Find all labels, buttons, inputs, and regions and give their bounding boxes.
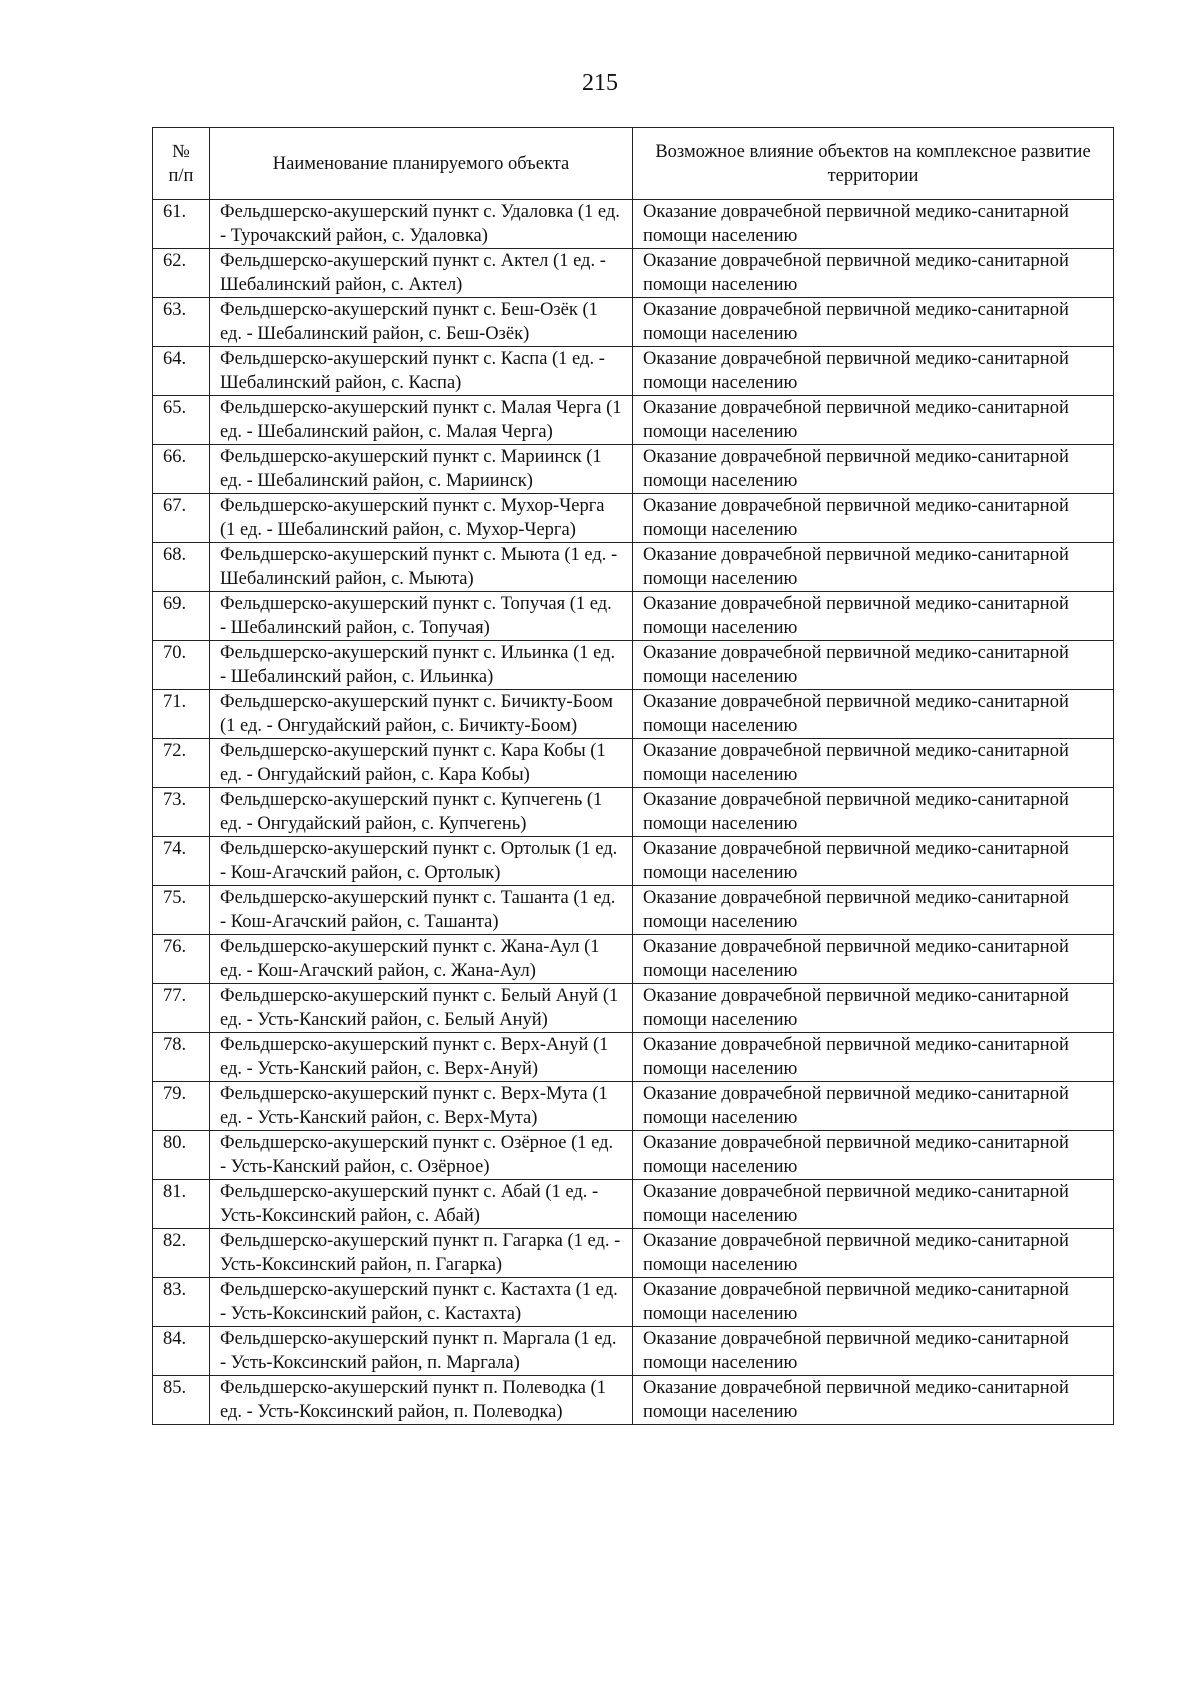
object-impact: Оказание доврачебной первичной медико-санитарной помощи населению (633, 1229, 1114, 1278)
object-impact: Оказание доврачебной первичной медико-санитарной помощи населению (633, 1131, 1114, 1180)
row-number: 68. (153, 543, 210, 592)
table-row (153, 592, 1114, 641)
row-number: 69. (153, 592, 210, 641)
object-name: Фельдшерско-акушерский пункт с. Купчегень (1 ед. - Онгудайский район, с. Купчегень) (210, 788, 633, 837)
table-row (153, 1180, 1114, 1229)
row-number: 64. (153, 347, 210, 396)
object-name: Фельдшерско-акушерский пункт с. Мухор-Черга (1 ед. - Шебалинский район, с. Мухор-Черга) (210, 494, 633, 543)
object-impact: Оказание доврачебной первичной медико-санитарной помощи населению (633, 886, 1114, 935)
object-name: Фельдшерско-акушерский пункт п. Гагарка (1 ед. - Усть-Коксинский район, п. Гагарка) (210, 1229, 633, 1278)
row-number: 61. (153, 200, 210, 249)
object-name: Фельдшерско-акушерский пункт с. Кара Кобы (1 ед. - Онгудайский район, с. Кара Кобы) (210, 739, 633, 788)
row-number: 71. (153, 690, 210, 739)
page-number: 215 (582, 70, 618, 96)
object-impact: Оказание доврачебной первичной медико-санитарной помощи населению (633, 347, 1114, 396)
table-row (153, 1278, 1114, 1327)
object-name: Фельдшерско-акушерский пункт с. Ташанта (1 ед. - Кош-Агачский район, с. Ташанта) (210, 886, 633, 935)
object-impact: Оказание доврачебной первичной медико-санитарной помощи населению (633, 1180, 1114, 1229)
object-impact: Оказание доврачебной первичной медико-санитарной помощи населению (633, 935, 1114, 984)
row-number: 78. (153, 1033, 210, 1082)
table-row (153, 1131, 1114, 1180)
object-impact: Оказание доврачебной первичной медико-санитарной помощи населению (633, 249, 1114, 298)
object-name: Фельдшерско-акушерский пункт с. Каспа (1 ед. - Шебалинский район, с. Каспа) (210, 347, 633, 396)
row-number: 77. (153, 984, 210, 1033)
object-name: Фельдшерско-акушерский пункт с. Бичикту-Боом (1 ед. - Онгудайский район, с. Бичикту-Боом) (210, 690, 633, 739)
table-row (153, 690, 1114, 739)
row-number: 66. (153, 445, 210, 494)
object-impact: Оказание доврачебной первичной медико-санитарной помощи населению (633, 739, 1114, 788)
object-name: Фельдшерско-акушерский пункт с. Абай (1 ед. - Усть-Коксинский район, с. Абай) (210, 1180, 633, 1229)
objects-table (152, 127, 1114, 1425)
object-impact: Оказание доврачебной первичной медико-санитарной помощи населению (633, 1082, 1114, 1131)
object-impact: Оказание доврачебной первичной медико-санитарной помощи населению (633, 1278, 1114, 1327)
row-number: 65. (153, 396, 210, 445)
row-number: 76. (153, 935, 210, 984)
row-number: 72. (153, 739, 210, 788)
object-impact: Оказание доврачебной первичной медико-санитарной помощи населению (633, 788, 1114, 837)
table-row (153, 445, 1114, 494)
table-row (153, 494, 1114, 543)
object-impact: Оказание доврачебной первичной медико-санитарной помощи населению (633, 200, 1114, 249)
table-row (153, 1327, 1114, 1376)
object-name: Фельдшерско-акушерский пункт с. Мыюта (1 ед. - Шебалинский район, с. Мыюта) (210, 543, 633, 592)
row-number: 63. (153, 298, 210, 347)
table-row (153, 641, 1114, 690)
object-name: Фельдшерско-акушерский пункт с. Жана-Аул (1 ед. - Кош-Агачский район, с. Жана-Аул) (210, 935, 633, 984)
object-impact: Оказание доврачебной первичной медико-санитарной помощи населению (633, 445, 1114, 494)
object-impact: Оказание доврачебной первичной медико-санитарной помощи населению (633, 837, 1114, 886)
object-impact: Оказание доврачебной первичной медико-санитарной помощи населению (633, 494, 1114, 543)
object-name: Фельдшерско-акушерский пункт с. Малая Черга (1 ед. - Шебалинский район, с. Малая Черга) (210, 396, 633, 445)
table-row (153, 543, 1114, 592)
row-number: 74. (153, 837, 210, 886)
table-body (153, 200, 1114, 1425)
table-row (153, 788, 1114, 837)
table-row (153, 1229, 1114, 1278)
header-num: № п/п (153, 128, 210, 200)
object-name: Фельдшерско-акушерский пункт с. Ильинка (1 ед. - Шебалинский район, с. Ильинка) (210, 641, 633, 690)
table-row (153, 739, 1114, 788)
object-impact: Оказание доврачебной первичной медико-санитарной помощи населению (633, 1376, 1114, 1425)
table-row (153, 984, 1114, 1033)
object-impact: Оказание доврачебной первичной медико-санитарной помощи населению (633, 984, 1114, 1033)
table-row (153, 347, 1114, 396)
header-name: Наименование планируемого объекта (210, 128, 633, 200)
row-number: 79. (153, 1082, 210, 1131)
object-impact: Оказание доврачебной первичной медико-санитарной помощи населению (633, 1033, 1114, 1082)
object-impact: Оказание доврачебной первичной медико-санитарной помощи населению (633, 298, 1114, 347)
table-row (153, 1033, 1114, 1082)
table-row (153, 249, 1114, 298)
object-impact: Оказание доврачебной первичной медико-санитарной помощи населению (633, 641, 1114, 690)
object-name: Фельдшерско-акушерский пункт с. Кастахта (1 ед. - Усть-Коксинский район, с. Кастахта) (210, 1278, 633, 1327)
object-name: Фельдшерско-акушерский пункт с. Верх-Мута (1 ед. - Усть-Канский район, с. Верх-Мута) (210, 1082, 633, 1131)
table-header-row (153, 128, 1114, 200)
object-name: Фельдшерско-акушерский пункт с. Топучая (1 ед. - Шебалинский район, с. Топучая) (210, 592, 633, 641)
object-name: Фельдшерско-акушерский пункт с. Мариинск (1 ед. - Шебалинский район, с. Мариинск) (210, 445, 633, 494)
object-impact: Оказание доврачебной первичной медико-санитарной помощи населению (633, 1327, 1114, 1376)
object-impact: Оказание доврачебной первичной медико-санитарной помощи населению (633, 543, 1114, 592)
table-row (153, 1376, 1114, 1425)
object-name: Фельдшерско-акушерский пункт с. Удаловка (1 ед. - Турочакский район, с. Удаловка) (210, 200, 633, 249)
object-impact: Оказание доврачебной первичной медико-санитарной помощи населению (633, 592, 1114, 641)
row-number: 80. (153, 1131, 210, 1180)
row-number: 73. (153, 788, 210, 837)
table-row (153, 886, 1114, 935)
table-row (153, 837, 1114, 886)
object-name: Фельдшерско-акушерский пункт с. Белый Ануй (1 ед. - Усть-Канский район, с. Белый Ануй) (210, 984, 633, 1033)
row-number: 75. (153, 886, 210, 935)
object-impact: Оказание доврачебной первичной медико-санитарной помощи населению (633, 396, 1114, 445)
table-row (153, 935, 1114, 984)
object-name: Фельдшерско-акушерский пункт с. Верх-Ануй (1 ед. - Усть-Канский район, с. Верх-Ануй) (210, 1033, 633, 1082)
object-name: Фельдшерско-акушерский пункт с. Озёрное (1 ед. - Усть-Канский район, с. Озёрное) (210, 1131, 633, 1180)
row-number: 84. (153, 1327, 210, 1376)
object-name: Фельдшерско-акушерский пункт с. Ортолык (1 ед. - Кош-Агачский район, с. Ортолык) (210, 837, 633, 886)
row-number: 83. (153, 1278, 210, 1327)
row-number: 82. (153, 1229, 210, 1278)
table-row (153, 396, 1114, 445)
row-number: 70. (153, 641, 210, 690)
header-impact: Возможное влияние объектов на комплексное развитие территории (633, 128, 1114, 200)
object-name: Фельдшерско-акушерский пункт п. Полеводка (1 ед. - Усть-Коксинский район, п. Полеводка) (210, 1376, 633, 1425)
object-name: Фельдшерско-акушерский пункт с. Беш-Озёк (1 ед. - Шебалинский район, с. Беш-Озёк) (210, 298, 633, 347)
table-row (153, 200, 1114, 249)
table-row (153, 298, 1114, 347)
row-number: 67. (153, 494, 210, 543)
row-number: 81. (153, 1180, 210, 1229)
object-impact: Оказание доврачебной первичной медико-санитарной помощи населению (633, 690, 1114, 739)
table-row (153, 1082, 1114, 1131)
row-number: 62. (153, 249, 210, 298)
object-name: Фельдшерско-акушерский пункт с. Актел (1 ед. - Шебалинский район, с. Актел) (210, 249, 633, 298)
row-number: 85. (153, 1376, 210, 1425)
object-name: Фельдшерско-акушерский пункт п. Маргала (1 ед. - Усть-Коксинский район, п. Маргала) (210, 1327, 633, 1376)
